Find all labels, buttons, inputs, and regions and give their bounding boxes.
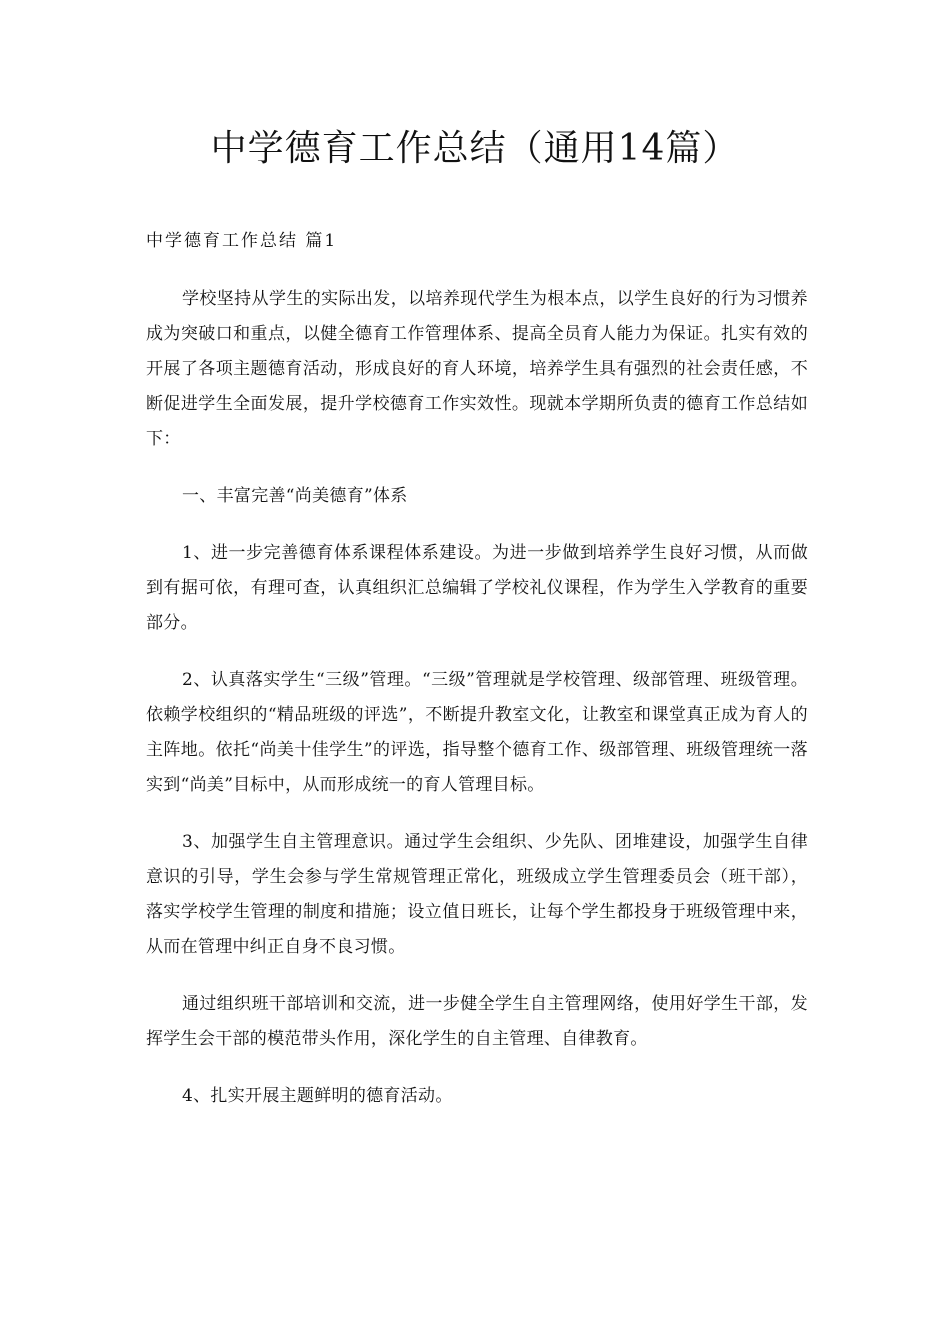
paragraph-training: 通过组织班干部培训和交流，进一步健全学生自主管理网络，使用好学生干部，发挥学生会干部的模范带头作用，深化学生的自主管理、自律教育。 (146, 994, 808, 1049)
paragraph-item-1: 1、进一步完善德育体系课程体系建设。为进一步做到培养学生良好习惯，从而做到有据可依，有理可查，认真组织汇总编辑了学校礼仪课程，作为学生入学教育的重要部分。 (146, 543, 808, 633)
document-title: 中学德育工作总结（通用14篇） (210, 128, 740, 169)
paragraph-item-3: 3、加强学生自主管理意识。通过学生会组织、少先队、团堆建设，加强学生自律意识的引导，学生会参与学生常规管理正常化，班级成立学生管理委员会（班干部），落实学校学生管理的制度和措施；设立值日班长，让每个学生都投身于班级管理中来，从而在管理中纠正自身不良习惯。 (146, 832, 808, 957)
subheading-1: 一、丰富完善“尚美德育”体系 (182, 486, 408, 506)
document-body (146, 282, 808, 1136)
section-heading: 中学德育工作总结 篇1 (146, 231, 338, 251)
paragraph-item-2: 2、认真落实学生“三级”管理。“三级”管理就是学校管理、级部管理、班级管理。依赖学校组织的“精品班级的评选”，不断提升教室文化，让教室和课堂真正成为育人的主阵地。依托“尚美十佳学生”的评选，指导整个德育工作、级部管理、班级管理统一落实到“尚美”目标中，从而形成统一的育人管理目标。 (146, 670, 808, 795)
paragraph-intro: 学校坚持从学生的实际出发，以培养现代学生为根本点，以学生良好的行为习惯养成为突破口和重点，以健全德育工作管理体系、提高全员育人能力为保证。扎实有效的开展了各项主题德育活动，形成良好的育人环境，培养学生具有强烈的社会责任感，不断促进学生全面发展，提升学校德育工作实效性。现就本学期所负责的德育工作总结如下： (146, 289, 808, 449)
paragraph-item-4: 4、扎实开展主题鲜明的德育活动。 (182, 1086, 453, 1106)
